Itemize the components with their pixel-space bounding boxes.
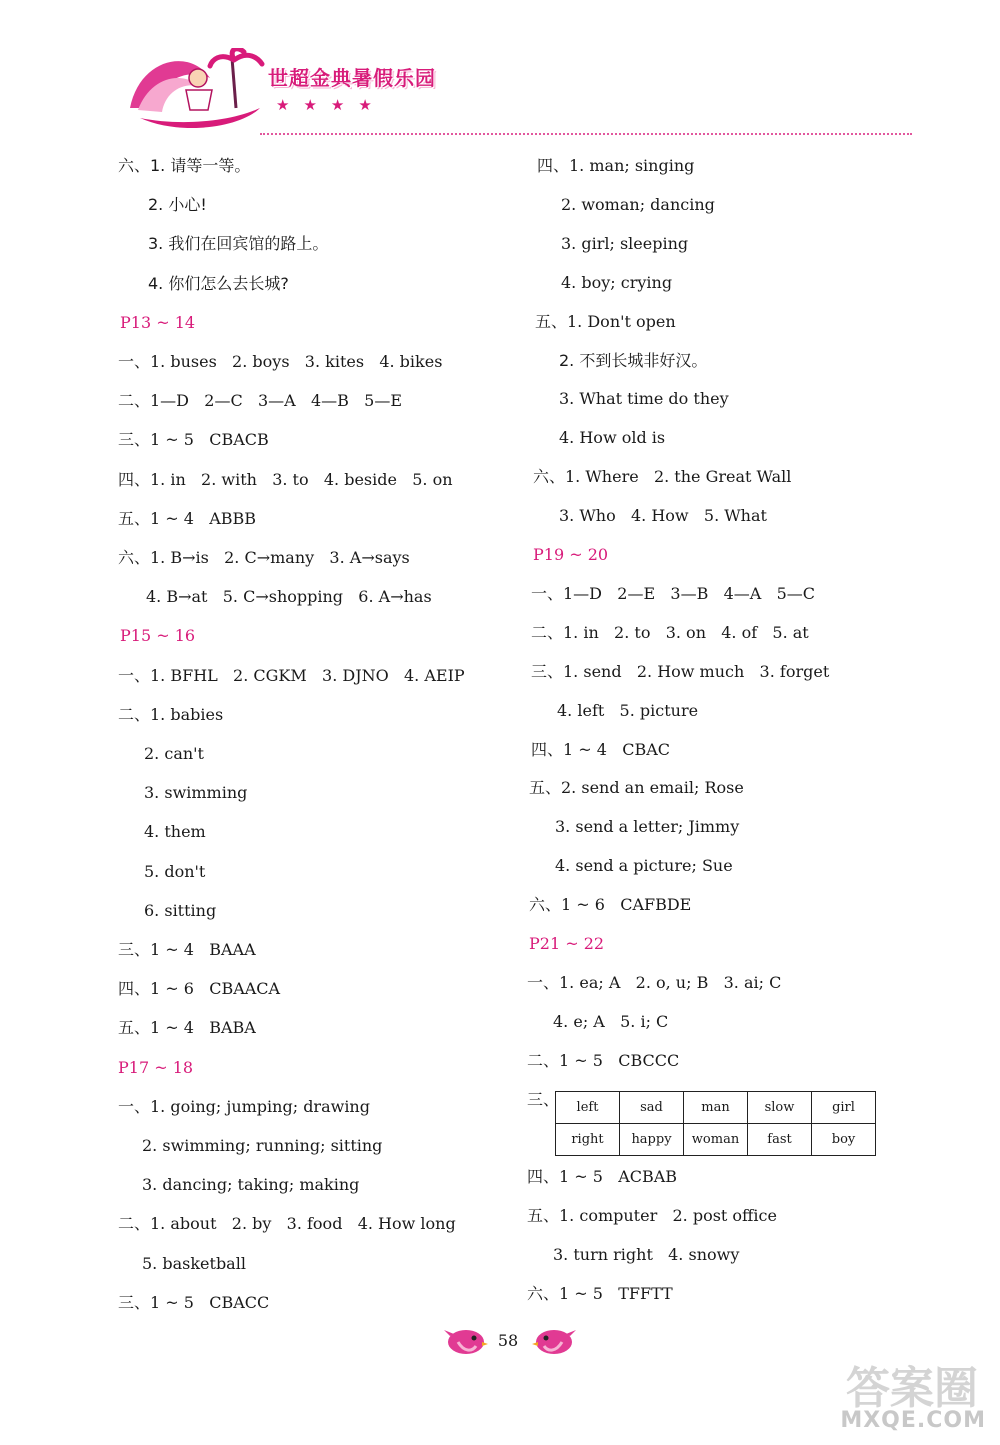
answer-line: 二、1. babies [118,704,224,724]
answer-line: 五、1 ~ 4 BABA [118,1018,256,1038]
answer-line: 2. 不到长城非好汉。 [559,350,708,370]
answer-line: 一、1. ea; A 2. o, u; B 3. ai; C [527,972,782,992]
opposites-table [555,1091,876,1156]
answer-line: 四、1. in 2. with 3. to 4. beside 5. on [118,469,453,489]
answer-line: 一、1. buses 2. boys 3. kites 4. bikes [118,352,443,371]
answer-line: 4. boy; crying [561,272,673,292]
answer-line: 3. dancing; taking; making [142,1175,360,1195]
answer-line: 六、1. Where 2. the Great Wall [533,467,792,487]
answer-line: 5. don't [144,861,206,881]
answer-line: 一、1—D 2—E 3—B 4—A 5—C [531,583,815,603]
table-cell: left [556,1092,620,1124]
answer-line: 三、1 ~ 4 BAAA [118,940,256,959]
answer-line: 三、1 ~ 5 CBACB [118,430,269,450]
stars-decoration: ★★★★ [276,96,386,114]
answer-line: 三、 [527,1089,560,1109]
table-row [556,1092,876,1124]
watermark-cn: 答案圈 [846,1363,978,1414]
table-cell: woman [684,1124,748,1156]
answer-line: 2. swimming; running; sitting [142,1136,383,1155]
answer-line: 4. send a picture; Sue [555,856,733,876]
answer-line: 6. sitting [144,900,217,920]
section-heading: P15 ~ 16 [120,626,196,646]
table-cell: slow [748,1092,812,1124]
bird-left-icon [444,1322,488,1358]
watermark-text: MXQE.COM [840,1408,986,1433]
answer-line: 2. 小心! [148,195,207,215]
answer-line: 四、1. man; singing [537,156,695,175]
answer-line: 4. 你们怎么去长城? [148,273,289,293]
answer-line: 四、1 ~ 4 CBAC [531,739,670,759]
header-title: 世超金典暑假乐园 [268,66,436,90]
answer-line: 4. e; A 5. i; C [553,1011,669,1031]
answer-line: 3. turn right 4. snowy [553,1245,740,1265]
answer-line: 4. left 5. picture [557,700,699,720]
answer-line: 3. girl; sleeping [561,233,689,253]
answer-line: 五、1 ~ 4 ABBB [118,508,257,528]
answer-line: 二、1. in 2. to 3. on 4. of 5. at [531,622,809,642]
answer-line: 4. B→at 5. C→shopping 6. A→has [146,587,432,607]
answer-line: 3. Who 4. How 5. What [559,506,767,526]
table-cell: sad [620,1092,684,1124]
answer-line: 3. What time do they [559,389,729,409]
summer-surfer-logo [120,48,270,134]
answer-line: 3. swimming [144,783,248,803]
table-cell: girl [812,1092,876,1124]
answer-line: 二、1—D 2—C 3—A 4—B 5—E [118,391,402,411]
table-cell: happy [620,1124,684,1156]
answer-line: 4. How old is [559,428,666,448]
answer-line: 六、1 ~ 6 CAFBDE [529,895,692,915]
table-cell: fast [748,1124,812,1156]
answer-line: 3. 我们在回宾馆的路上。 [148,234,329,254]
table-row [556,1124,876,1156]
answer-line: 2. woman; dancing [561,194,715,214]
answer-line: 五、1. computer 2. post office [527,1206,777,1226]
page-number: 58 [497,1331,519,1350]
answer-line: 4. them [144,822,206,842]
answer-line: 二、1 ~ 5 CBCCC [527,1050,680,1070]
answer-line: 五、2. send an email; Rose [529,778,744,798]
answer-line: 5. basketball [142,1253,246,1273]
answer-line: 一、1. BFHL 2. CGKM 3. DJNO 4. AEIP [118,665,465,685]
bird-right-icon [532,1322,576,1358]
answer-line: 四、1 ~ 5 ACBAB [527,1167,678,1187]
section-heading: P13 ~ 14 [120,312,196,332]
table-cell: boy [812,1124,876,1156]
section-heading: P17 ~ 18 [118,1057,194,1077]
answer-line: 四、1 ~ 6 CBAACA [118,979,281,999]
answer-line: 五、1. Don't open [535,311,676,331]
answer-line: 六、1. 请等一等。 [118,156,251,175]
answer-line: 三、1 ~ 5 CBACC [118,1292,270,1312]
answer-line: 六、1. B→is 2. C→many 3. A→says [118,548,410,567]
answer-line: 三、1. send 2. How much 3. forget [531,661,830,681]
answer-line: 3. send a letter; Jimmy [555,817,740,837]
answer-line: 一、1. going; jumping; drawing [118,1096,370,1116]
answer-line: 2. can't [144,744,204,763]
header-dotted-divider [260,133,912,135]
section-heading: P19 ~ 20 [533,545,609,564]
answer-line: 六、1 ~ 5 TFFTT [527,1284,673,1304]
answer-line: 二、1. about 2. by 3. food 4. How long [118,1214,456,1234]
table-cell: right [556,1124,620,1156]
section-heading: P21 ~ 22 [529,934,605,953]
table-cell: man [684,1092,748,1124]
